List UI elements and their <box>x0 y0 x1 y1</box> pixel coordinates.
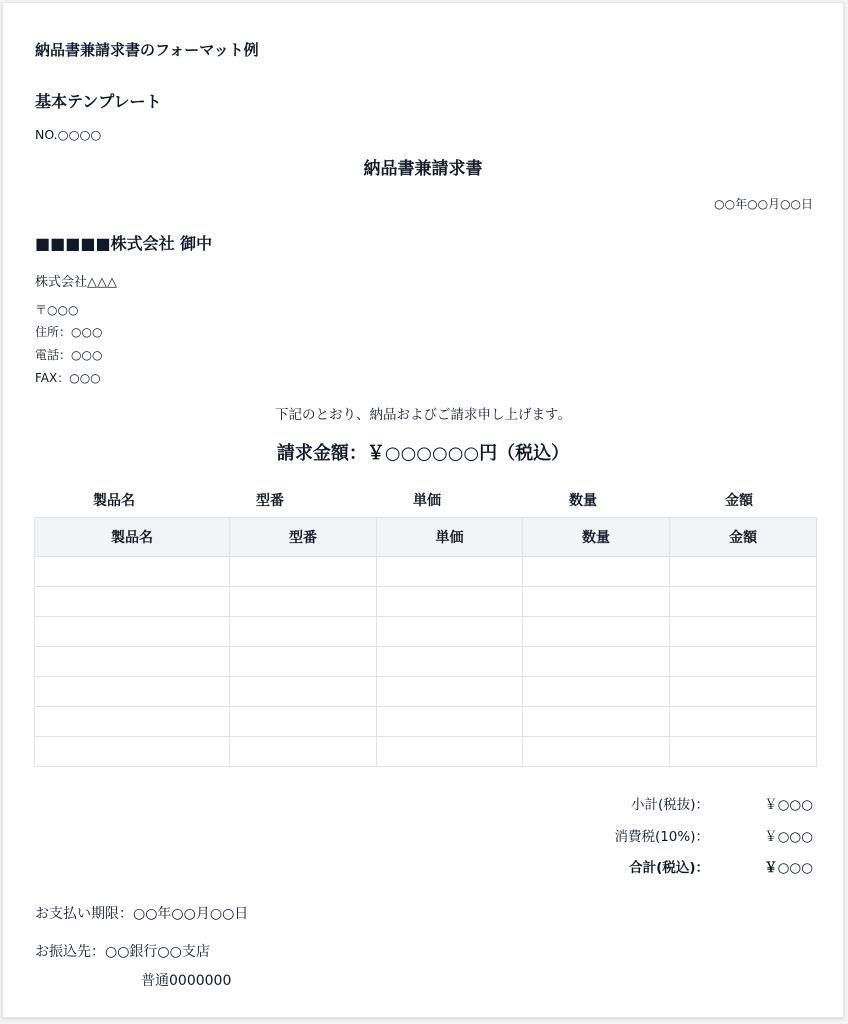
table-cell <box>377 617 523 647</box>
column-heading-model: 型番 <box>256 493 284 509</box>
table-cell <box>670 737 817 767</box>
table-cell <box>523 557 670 587</box>
table-cell <box>230 707 377 737</box>
table-header-quantity: 数量 <box>523 518 670 557</box>
total-row <box>629 856 813 876</box>
document-title: 納品書兼請求書 <box>363 159 483 179</box>
table-cell <box>230 737 377 767</box>
table-cell <box>35 587 230 617</box>
document-date: ○○年○○月○○日 <box>714 197 813 211</box>
table-cell <box>35 647 230 677</box>
table-header-amount: 金額 <box>670 518 817 557</box>
table-cell <box>35 617 230 647</box>
table-cell <box>35 707 230 737</box>
table-header-row <box>35 518 817 557</box>
table-cell <box>523 677 670 707</box>
column-heading-amount: 金額 <box>725 493 753 509</box>
tax-value: ￥○○○ <box>764 829 813 845</box>
table-row <box>35 587 817 617</box>
table-cell <box>230 557 377 587</box>
table-body <box>35 557 817 767</box>
sender-address: 住所：○○○ <box>35 325 103 339</box>
table-cell <box>670 557 817 587</box>
table-cell <box>35 557 230 587</box>
recipient-name: ■■■■■株式会社 御中 <box>35 234 213 253</box>
sender-phone: 電話：○○○ <box>35 348 103 362</box>
table-row <box>35 647 817 677</box>
table-cell <box>377 677 523 707</box>
table-cell <box>377 557 523 587</box>
sender-company: 株式会社△△△ <box>35 275 117 290</box>
table-row <box>35 737 817 767</box>
document-number: NO.○○○○ <box>35 127 102 142</box>
tax-label: 消費税(10%)： <box>614 829 709 845</box>
table-cell <box>523 617 670 647</box>
subtotal-label: 小計(税抜)： <box>630 797 709 813</box>
format-title: 納品書兼請求書のフォーマット例 <box>35 41 259 59</box>
table-cell <box>670 707 817 737</box>
table-row <box>35 707 817 737</box>
column-heading-quantity: 数量 <box>569 493 597 509</box>
total-label: 合計(税込)： <box>629 860 709 876</box>
table-cell <box>670 677 817 707</box>
invoice-page <box>2 2 844 1018</box>
table-header-model: 型番 <box>230 518 377 557</box>
payment-due: お支払い期限：○○年○○月○○日 <box>35 906 249 922</box>
column-heading-product: 製品名 <box>93 493 135 509</box>
table-cell <box>377 737 523 767</box>
template-title: 基本テンプレート <box>35 92 162 111</box>
table-cell <box>35 677 230 707</box>
bank-account-line1: お振込先：○○銀行○○支店 <box>35 944 210 960</box>
table-header-product: 製品名 <box>35 518 230 557</box>
subtotal-value: ￥○○○ <box>764 797 813 813</box>
bank-account-line2: 普通0000000 <box>141 973 232 989</box>
table-cell <box>670 587 817 617</box>
table-cell <box>230 647 377 677</box>
sender-postal: 〒○○○ <box>35 303 79 317</box>
sender-fax: FAX：○○○ <box>35 371 101 385</box>
table-cell <box>670 617 817 647</box>
table-cell <box>377 587 523 617</box>
table-cell <box>35 737 230 767</box>
table-cell <box>523 587 670 617</box>
table-row <box>35 617 817 647</box>
tax-row <box>614 825 813 845</box>
table-cell <box>523 647 670 677</box>
intro-text: 下記のとおり、納品およびご請求申し上げます。 <box>275 407 571 423</box>
table-row <box>35 557 817 587</box>
table-cell <box>523 707 670 737</box>
column-heading-row <box>35 490 817 510</box>
table-cell <box>230 617 377 647</box>
table-header-unit-price: 単価 <box>377 518 523 557</box>
table-cell <box>523 737 670 767</box>
table-cell <box>377 647 523 677</box>
total-value: ￥○○○ <box>764 860 813 876</box>
table-cell <box>377 707 523 737</box>
table-cell <box>230 677 377 707</box>
table-cell <box>670 647 817 677</box>
items-table <box>34 517 817 767</box>
column-heading-unit-price: 単価 <box>413 493 441 509</box>
table-cell <box>230 587 377 617</box>
table-row <box>35 677 817 707</box>
subtotal-row <box>631 793 813 813</box>
billing-amount: 請求金額：￥○○○○○○円（税込） <box>276 443 570 464</box>
